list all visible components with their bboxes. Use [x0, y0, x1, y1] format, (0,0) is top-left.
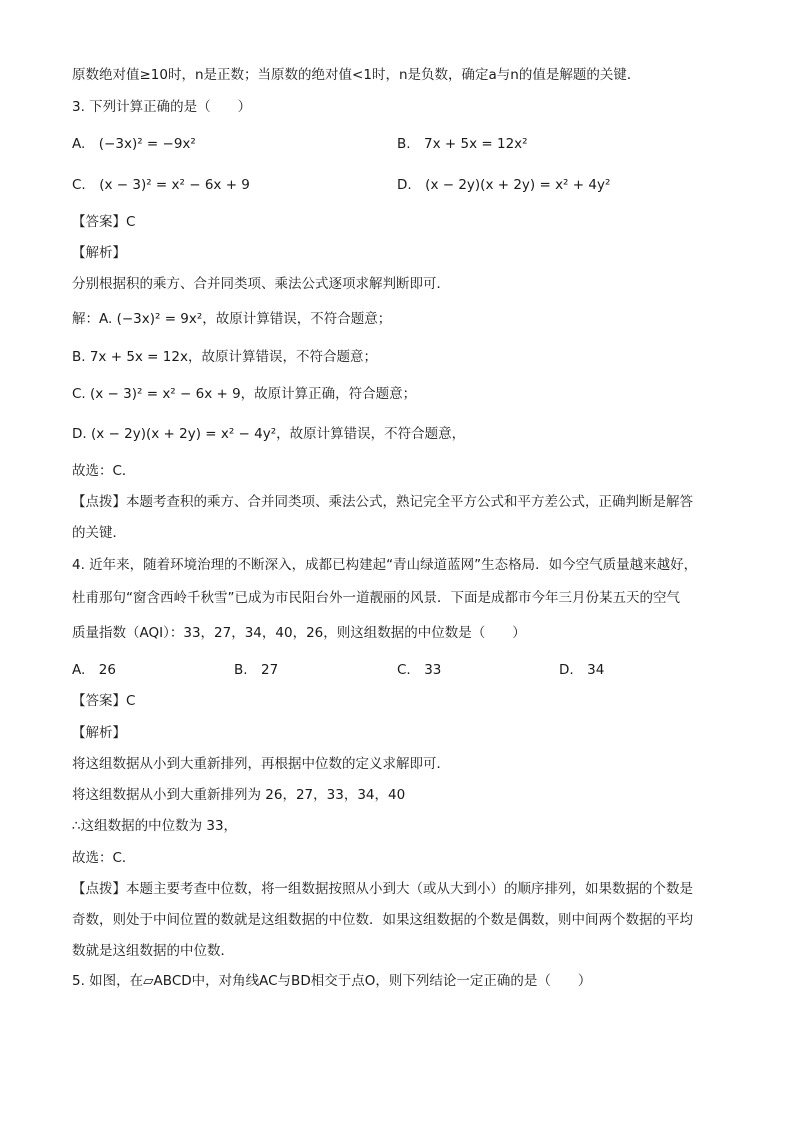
question-5-stem: 5. 如图，在▱ABCD中，对角线AC与BD相交于点O，则下列结论一定正确的是（ ）: [72, 973, 592, 989]
q4-option-d: D. 34: [559, 662, 605, 678]
q4-option-c: C. 33: [397, 662, 442, 678]
q3-option-b: B. 7x + 5x = 12x²: [397, 136, 528, 152]
q3-solution-line: 分别根据积的乘方、合并同类项、乘法公式逐项求解判断即可．: [72, 276, 450, 292]
q3-comment: 【点拨】本题考查积的乘方、合并同类项、乘法公式，熟记完全平方公式和平方差公式，正确判断是解答: [72, 494, 693, 510]
q3-option-d: D. (x − 2y)(x + 2y) = x² + 4y²: [397, 177, 611, 193]
q4-answer: 【答案】C: [72, 693, 136, 709]
q3-solution-line: 解：A. (−3x)² = 9x²，故原计算错误，不符合题意；: [72, 311, 392, 327]
q4-comment: 奇数，则处于中间位置的数就是这组数据的中位数．如果这组数据的个数是偶数，则中间两个数据的平均: [72, 912, 693, 928]
q4-analysis-heading: 【解析】: [72, 725, 126, 741]
text-line: 原数绝对值≥10时，n是正数；当原数的绝对值<1时，n是负数，确定a与n的值是解题的关键．: [72, 67, 641, 83]
q3-analysis-heading: 【解析】: [72, 245, 126, 261]
q4-option-b: B. 27: [234, 662, 279, 678]
question-4-stem: 杜甫那句“窗含西岭千秋雪”已成为市民阳台外一道靓丽的风景．下面是成都市今年三月份某五天的空气: [72, 590, 680, 606]
q3-option-c: C. (x − 3)² = x² − 6x + 9: [72, 177, 250, 193]
q4-solution-line: 将这组数据从小到大重新排列，再根据中位数的定义求解即可．: [72, 756, 450, 772]
q4-comment: 【点拨】本题主要考查中位数，将一组数据按照从小到大（或从大到小）的顺序排列，如果数据的个数是: [72, 881, 693, 897]
q4-option-a: A. 26: [72, 662, 116, 678]
q4-solution-line: 将这组数据从小到大重新排列为 26，27，33，34，40: [72, 787, 406, 803]
question-3-stem: 3. 下列计算正确的是（ ）: [72, 99, 252, 115]
q3-solution-line: D. (x − 2y)(x + 2y) = x² − 4y²，故原计算错误，不符合题意，: [72, 426, 466, 442]
q4-comment: 数就是这组数据的中位数．: [72, 943, 234, 959]
question-4-stem: 4. 近年来，随着环境治理的不断深入，成都已构建起“青山绿道蓝网”生态格局．如今空气质量越来越好，: [72, 557, 698, 573]
question-4-stem: 质量指数（AQI）：33，27，34，40，26，则这组数据的中位数是（ ）: [72, 625, 526, 641]
q4-choice: 故选：C．: [72, 850, 136, 866]
q3-answer: 【答案】C: [72, 214, 136, 230]
q3-solution-line: C. (x − 3)² = x² − 6x + 9，故原计算正确，符合题意；: [72, 386, 417, 402]
q3-solution-line: B. 7x + 5x = 12x，故原计算错误，不符合题意；: [72, 349, 377, 365]
q3-choice: 故选：C．: [72, 463, 136, 479]
q3-option-a: A. (−3x)² = −9x²: [72, 136, 196, 152]
q4-solution-line: ∴这组数据的中位数为 33，: [72, 818, 238, 834]
q3-comment: 的关键．: [72, 525, 126, 541]
